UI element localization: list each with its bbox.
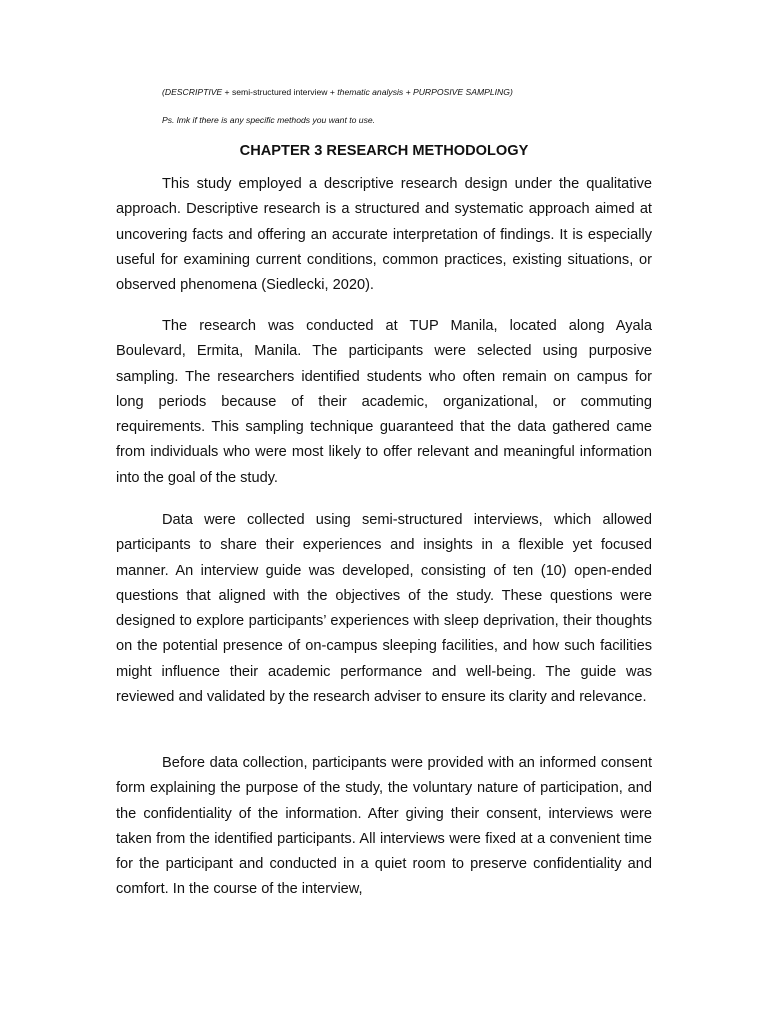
paragraph-data-collection: Data were collected using semi-structured interviews, which allowed participants to share their experiences and insights in a flexible yet focused manner. An interview guide was developed, consisting of ten (10) open-ended questions that aligned with the objectives of the study. These questions were designed to explore participants’ experiences with sleep deprivation, their thoughts on the potential presence of on-campus sleeping facilities, and how such facilities might influence their academic performance and well-being. The guide was reviewed and validated by the research adviser to ensure its clarity and relevance. [116, 512, 652, 706]
request-note-text: Ps. lmk if there is any specific methods you want to use. [162, 115, 376, 125]
paragraph-research-design: This study employed a descriptive research design under the qualitative approach. Descriptive research is a structured and systematic approach aimed at uncovering facts and offering an accurate interpretation of findings. It is especially useful for examining current conditions, common practices, existing situations, or observed phenomena (Siedlecki, 2020). [116, 176, 652, 294]
method-note-sampling: + PURPOSIVE SAMPLING) [403, 87, 513, 97]
method-note-descriptive: (DESCRIPTIVE [162, 87, 223, 97]
request-note [162, 115, 375, 126]
paragraph-consent-procedure: Before data collection, participants were provided with an informed consent form explaining the purpose of the study, the voluntary nature of participation, and the confidentiality of the information. After giving their consent, interviews were taken from the identified participants. All interviews were fixed at a convenient time for the participant and conducted in a quiet room to preserve confidentiality and comfort. In the course of the interview, [116, 755, 652, 898]
chapter-title: CHAPTER 3 RESEARCH METHODOLOGY [239, 143, 529, 159]
paragraph-locale-sampling: The research was conducted at TUP Manila, located along Ayala Boulevard, Ermita, Manila. The participants were selected using purposive sampling. The researchers identified students who often remain on campus for long periods because of their academic, organizational, or commuting requirements. This sampling technique guaranteed that the data gathered came from individuals who were most likely to offer relevant and meaningful information into the goal of the study. [116, 318, 652, 486]
method-note-thematic: thematic analysis [337, 87, 404, 97]
method-note [162, 87, 513, 98]
method-note-interview: + semi-structured interview + [222, 87, 338, 97]
